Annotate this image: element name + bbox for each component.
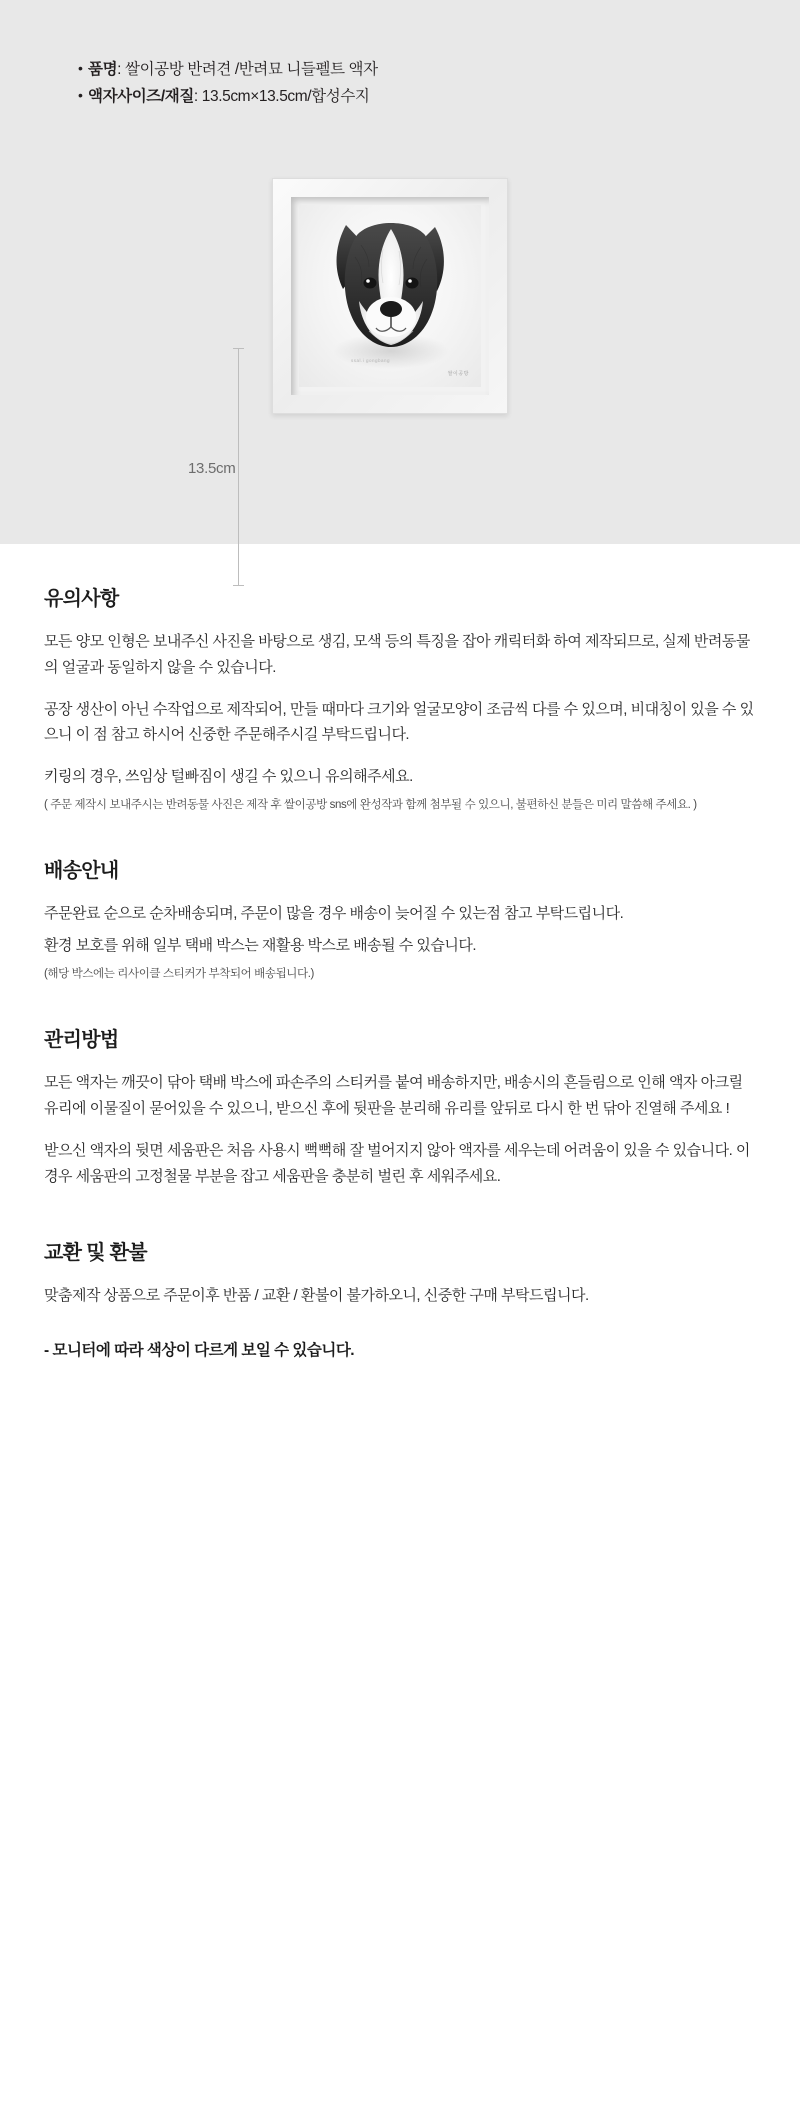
product-info-content <box>0 544 800 1436</box>
precautions-paragraph-1: 모든 양모 인형은 보내주신 사진을 바탕으로 생김, 모색 등의 특징을 잡아 캐릭터화 하여 제작되므로, 실제 반려동물의 얼굴과 동일하지 않을 수 있습니다. <box>44 633 750 676</box>
precautions-paragraph-2: 공장 생산이 아닌 수작업으로 제작되어, 만들 때마다 크기와 얼굴모양이 조금씩 다를 수 있으며, 비대칭이 있을 수 있으니 이 점 참고 하시어 신중한 주문해주시길 부탁드립니다. <box>44 700 754 744</box>
spec-label-name: 품명 <box>88 61 118 78</box>
spec-colon-2: : <box>193 88 198 106</box>
precautions-note: ( 주문 제작시 보내주시는 반려동물 사진은 제작 후 쌀이공방 sns에 완성작과 함께 첨부될 수 있으니, 불편하신 분들은 미리 말씀해 주세요. ) <box>44 798 697 811</box>
care-paragraph-1: 모든 액자는 깨끗이 닦아 택배 박스에 파손주의 스티커를 붙여 배송하지만, 배송시의 흔들림으로 인해 액자 아크릴 유리에 이물질이 묻어있을 수 있으니, 받으신 후에 뒷판을 분리해 유리를 앞뒤로 다시 한 번 닦아 진열해 주세요 ! <box>44 1074 743 1118</box>
precautions-paragraph-3: 키링의 경우, 쓰임상 털빠짐이 생길 수 있으니 유의해주세요. <box>44 768 413 786</box>
frame-dimension-label: 13.5cm <box>188 460 236 477</box>
care-paragraph-2: 받으신 액자의 뒷면 세움판은 처음 사용시 뻑뻑해 잘 벌어지지 않아 액자를 세우는데 어려움이 있을 수 있습니다. 이 경우 세움판의 고정철물 부분을 잡고 세움판을 충분히 벌린 후 세워주세요. <box>44 1141 750 1185</box>
spec-item-size <box>78 83 800 110</box>
artwork-signature: 쌀이공방 <box>447 371 469 377</box>
exchange-refund-paragraph-1: 맞춤제작 상품으로 주문이후 반품 / 교환 / 환불이 불가하오니, 신중한 구매 부탁드립니다. <box>44 1286 589 1304</box>
section-exchange-refund <box>44 1236 756 1309</box>
picture-frame <box>272 178 508 414</box>
frame-mat <box>299 205 481 387</box>
frame-inner-bevel <box>291 197 489 395</box>
shipping-paragraph-1: 주문완료 순으로 순차배송되며, 주문이 많을 경우 배송이 늦어질 수 있는점 참고 부탁드립니다. <box>44 905 624 923</box>
spec-value-name: 쌀이공방 반려견 /반려묘 니들펠트 액자 <box>125 61 378 78</box>
framed-artwork-illustration <box>0 170 800 477</box>
artwork-signature-small: ssal.i gongbang <box>351 358 391 363</box>
section-title-care: 관리방법 <box>44 1029 119 1052</box>
spec-label-size: 액자사이즈/재질 <box>88 88 194 106</box>
shipping-note: (해당 박스에는 리사이클 스티커가 부착되어 배송됩니다.) <box>44 967 314 980</box>
section-care <box>44 1023 756 1189</box>
section-shipping <box>44 854 756 983</box>
product-spec-list <box>0 56 800 110</box>
spec-value-size: 13.5cm×13.5cm/합성수지 <box>201 88 370 106</box>
shipping-paragraph-2: 환경 보호를 위해 일부 택배 박스는 재활용 박스로 배송될 수 있습니다. <box>44 937 477 955</box>
dimension-measure-line <box>238 348 239 586</box>
spec-item-name <box>78 56 800 83</box>
section-title-shipping: 배송안내 <box>44 860 119 883</box>
product-hero-section <box>0 0 800 544</box>
monitor-color-disclaimer: - 모니터에 따라 색상이 다르게 보일 수 있습니다. <box>44 1342 355 1360</box>
section-title-exchange-refund: 교환 및 환불 <box>44 1241 147 1264</box>
spec-colon-1: : <box>117 61 122 78</box>
section-precautions <box>44 582 756 814</box>
section-title-precautions: 유의사항 <box>44 588 119 610</box>
